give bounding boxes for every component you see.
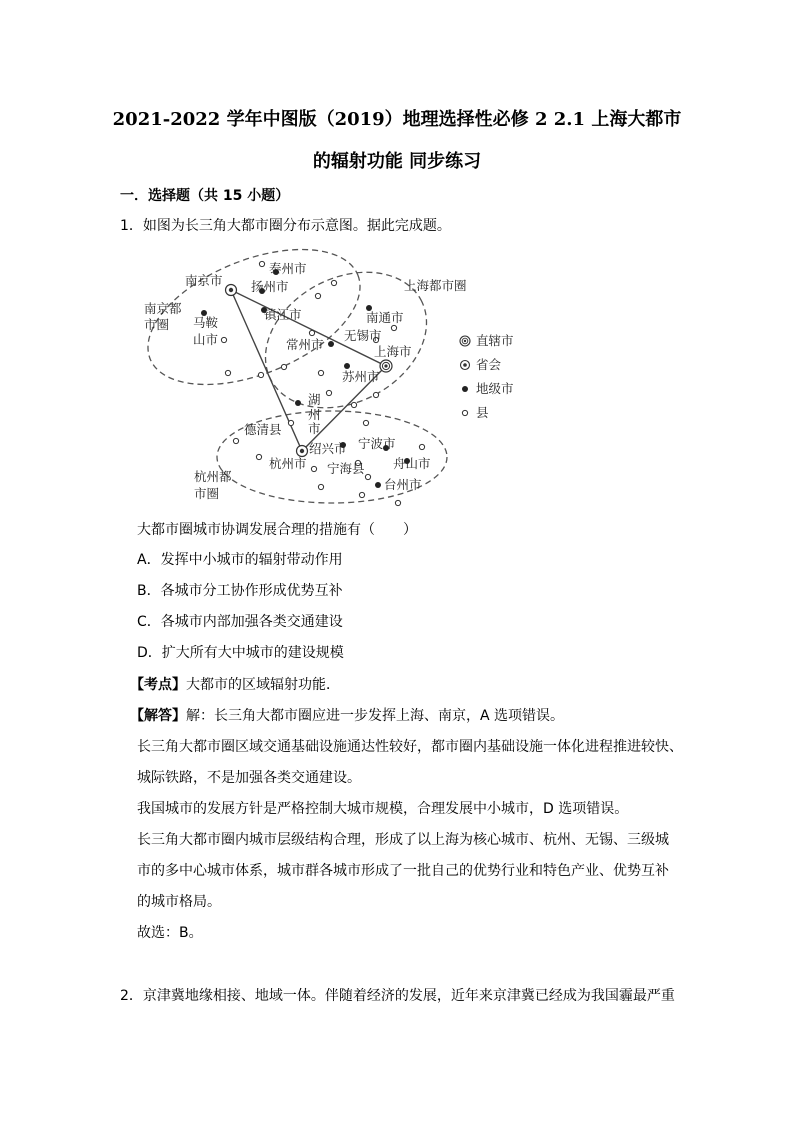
label-maanshan-2: 山市 (193, 332, 219, 347)
label-yangzhou: 扬州市 (251, 279, 289, 294)
label-deqing: 德清县 (244, 422, 282, 437)
label-nanjing: 南京市 (185, 273, 223, 288)
kaodian-line (130, 675, 340, 695)
legend-municipality: 直辖市 (476, 333, 514, 348)
label-nantong: 南通市 (366, 310, 404, 325)
label-taizhou: 泰州市 (269, 261, 307, 276)
question-1-stem: 1．如图为长三角大都市圈分布示意图。据此完成题。 (120, 218, 451, 234)
label-wuxi: 无锡市 (344, 328, 382, 343)
analysis-line-1: 长三角大都市圈区域交通基础设施通达性较好，都市圈内基础设施一体化进程推进较快、 (137, 739, 683, 755)
label-shaoxing: 绍兴市 (309, 441, 347, 456)
analysis-line-5: 市的多中心城市体系，城市群各城市形成了一批自己的优势行业和特色产业、优势互补 (137, 863, 669, 879)
label-ninghai: 宁海县 (327, 461, 365, 476)
legend-municipality-icon (460, 336, 470, 346)
analysis-line-3: 我国城市的发展方针是严格控制大城市规模，合理发展中小城市，D 选项错误。 (137, 801, 629, 817)
option-a: A．发挥中小城市的辐射带动作用 (137, 552, 343, 568)
label-suzhou: 苏州市 (342, 369, 380, 384)
legend-capital-icon (461, 361, 470, 370)
label-shanghai: 上海市 (374, 344, 412, 359)
label-huzhou-1: 湖 (308, 392, 321, 407)
label-hangzhou-circle-2: 市圈 (194, 486, 220, 501)
legend-prefecture-icon (462, 386, 468, 392)
jieda-line (130, 706, 564, 726)
label-taizhou-zj: 台州市 (384, 477, 422, 492)
map-legend (460, 333, 514, 420)
legend-capital: 省会 (476, 357, 502, 372)
label-hangzhou-circle-1: 杭州都 (194, 469, 232, 484)
option-b: B．各城市分工协作形成优势互补 (137, 583, 343, 599)
legend-county-icon (462, 410, 467, 415)
section-heading: 一．选择题（共 15 小题） (120, 188, 290, 204)
label-huzhou-3: 市 (308, 421, 321, 436)
doc-title-line1: 2021-2022 学年中图版（2019）地理选择性必修 2 2.1 上海大都市 (112, 109, 682, 130)
label-nanjing-circle-2: 市圈 (144, 317, 170, 332)
answer-line: 故选：B。 (137, 925, 203, 941)
kaodian-text: 大都市的区域辐射功能． (186, 677, 340, 693)
analysis-line-4: 长三角大都市圈内城市层级结构合理，形成了以上海为核心城市、杭州、无锡、三级城 (137, 832, 669, 848)
shanghai-marker (380, 360, 392, 372)
label-changzhou: 常州市 (286, 337, 324, 352)
question-1-prompt: 大都市圈城市协调发展合理的措施有（ ） (137, 522, 417, 538)
question-2-stem: 2．京津冀地缘相接、地域一体。伴随着经济的发展，近年来京津冀已经成为我国霾最严重 (120, 988, 675, 1004)
label-zhoushan: 舟山市 (393, 456, 431, 471)
option-d: D．扩大所有大中城市的建设规模 (137, 645, 344, 661)
label-shanghai-circle: 上海都市圈 (404, 278, 467, 293)
label-zhenjiang: 镇江市 (264, 307, 302, 322)
label-huzhou-2: 州 (308, 407, 321, 422)
analysis-line-2: 城际铁路，不是加强各类交通建设。 (137, 770, 361, 786)
label-hangzhou: 杭州市 (269, 456, 307, 471)
doc-title-line2: 的辐射功能 同步练习 (312, 151, 482, 172)
nanjing-circle-outline (136, 245, 379, 412)
jieda-label: 【解答】 (130, 708, 186, 724)
analysis-line-6: 的城市格局。 (137, 894, 221, 910)
label-ningbo: 宁波市 (358, 436, 396, 451)
legend-prefecture: 地级市 (476, 381, 514, 396)
label-nanjing-circle-1: 南京都 (144, 301, 182, 316)
hangzhou-marker (297, 446, 308, 457)
legend-county: 县 (476, 405, 489, 420)
option-c: C．各城市内部加强各类交通建设 (137, 614, 343, 630)
nanjing-marker (226, 285, 237, 296)
jieda-text: 解：长三角大都市圈应进一步发挥上海、南京，A 选项错误。 (186, 708, 565, 724)
label-maanshan-1: 马鞍 (193, 315, 219, 330)
yangtze-delta-map (136, 245, 536, 515)
kaodian-label: 【考点】 (130, 677, 186, 693)
